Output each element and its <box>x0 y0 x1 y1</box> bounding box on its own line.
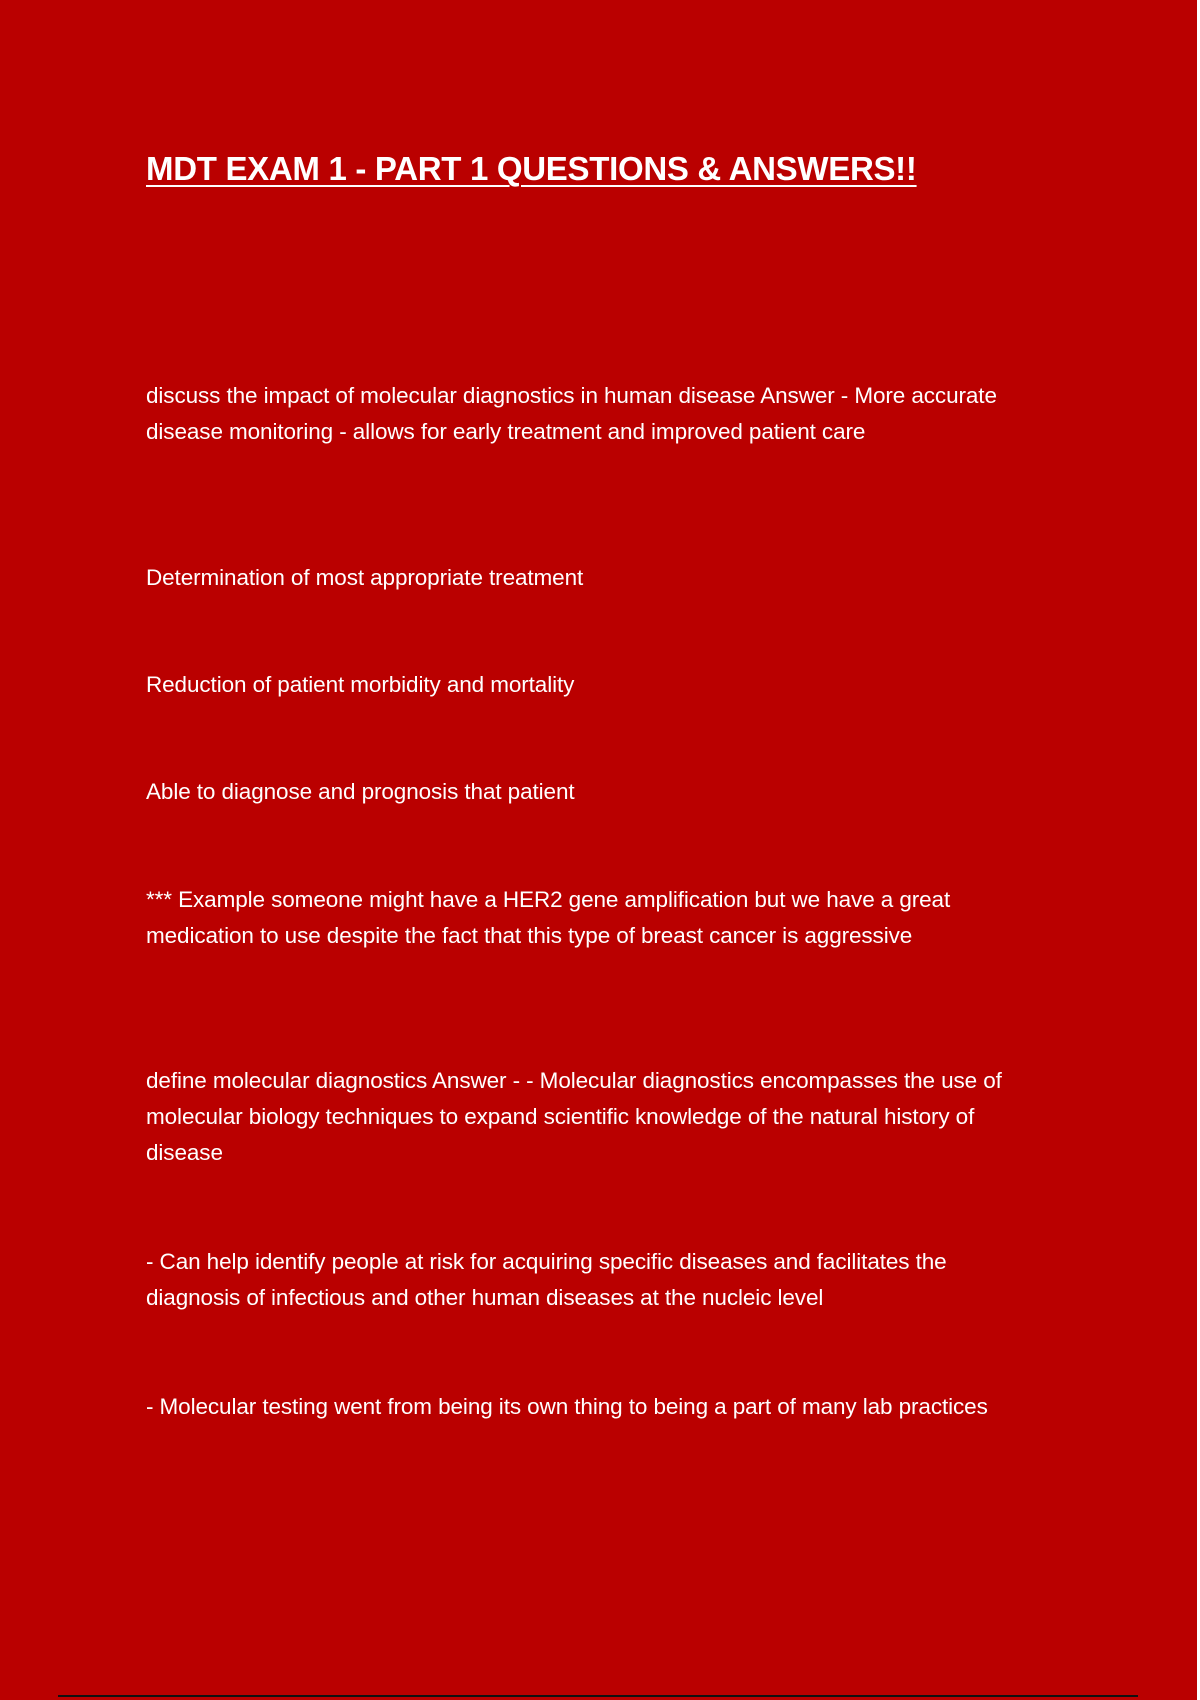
page-bottom-divider <box>58 1695 1138 1697</box>
paragraph-morbidity: Reduction of patient morbidity and mortality <box>146 672 575 697</box>
paragraph-prognosis: Able to diagnose and prognosis that patient <box>146 779 575 804</box>
paragraph-definition-answer: define molecular diagnostics Answer - - Molecular diagnostics encompasses the use of molecular biology techniques to expand scientific knowledge of the natural history of disease <box>146 1068 1002 1165</box>
document-title: MDT EXAM 1 - PART 1 QUESTIONS & ANSWERS!! <box>146 150 917 187</box>
paragraph-risk-identification: - Can help identify people at risk for acquiring specific diseases and facilitates the diagnosis of infectious and other human diseases at the nucleic level <box>146 1249 947 1310</box>
paragraph-lab-practices: - Molecular testing went from being its own thing to being a part of many lab practices <box>146 1394 988 1419</box>
paragraph-impact-answer: discuss the impact of molecular diagnostics in human disease Answer - More accurate disease monitoring - allows for early treatment and improved patient care <box>146 383 997 444</box>
paragraph-her2-example: *** Example someone might have a HER2 gene amplification but we have a great medication to use despite the fact that this type of breast cancer is aggressive <box>146 887 951 948</box>
paragraph-treatment: Determination of most appropriate treatment <box>146 565 584 590</box>
